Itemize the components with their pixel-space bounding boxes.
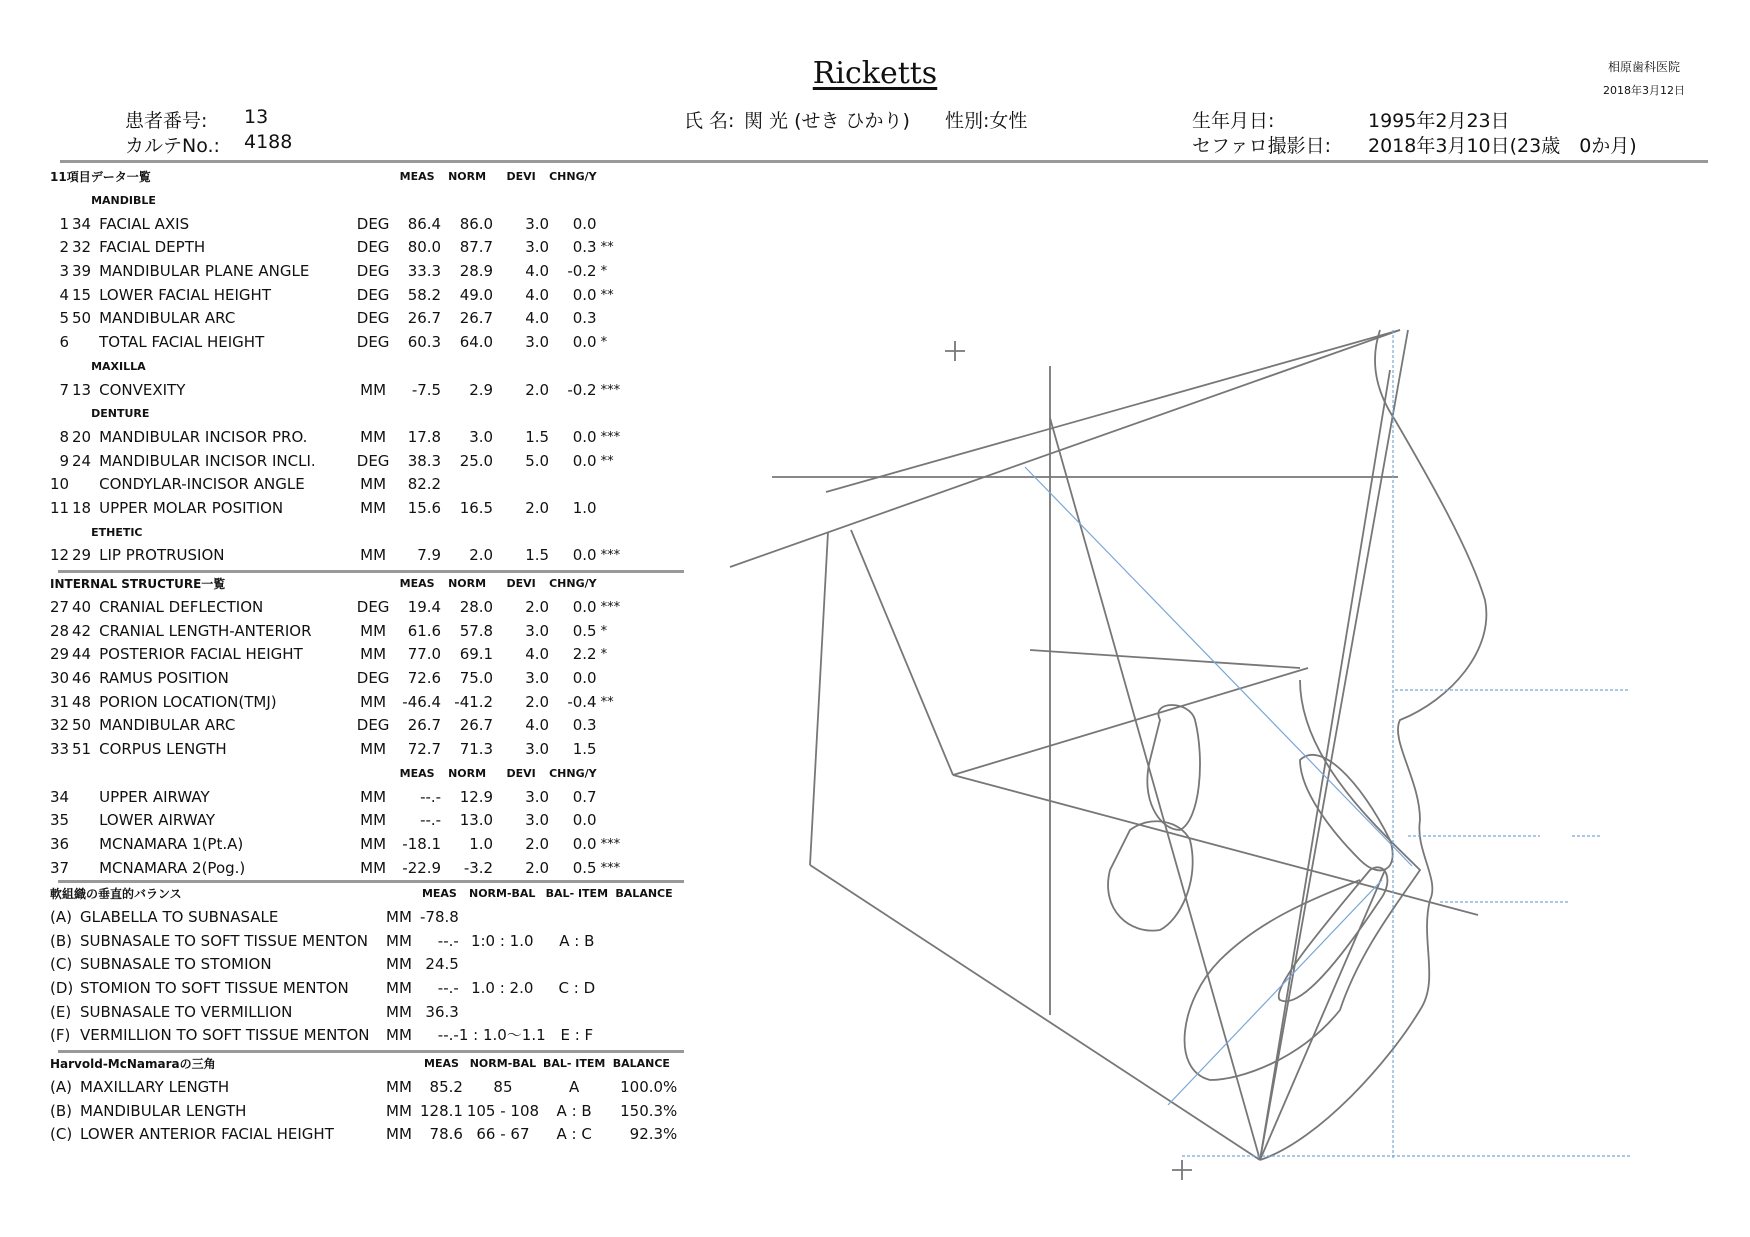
item-tag: (A) [50,1078,72,1097]
incisor-line [1260,870,1385,1160]
norm-value: 75.0 [459,669,494,688]
meas-value: 60.3 [407,333,442,352]
meas-value: 36.3 [425,1002,459,1021]
lower-incisor-outline [1279,867,1388,1001]
significance-stars: * [600,264,608,280]
significance-stars: ** [600,453,614,469]
print-date: 2018年3月12日 [1603,84,1685,97]
norm-value: 2.0 [469,546,494,565]
item-number: 28 [50,621,70,640]
deviation-value: 2.0 [525,858,550,877]
item-code: 18 [72,498,92,517]
balance-value: 150.3% [620,1101,678,1120]
patient-name: 関 光 (せき ひかり) [744,110,910,132]
item-name: MAXILLARY LENGTH [80,1078,230,1097]
deviation-value: 4.0 [525,262,550,281]
deviation-value: 1.5 [525,546,550,565]
item-unit: MM [360,546,387,565]
chart-no-label: カルテNo.: [125,135,220,157]
col-meas: MEAS [421,887,457,901]
meas-value: 80.0 [407,238,442,257]
item-name: CONDYLAR-INCISOR ANGLE [99,475,305,494]
change-per-year: 0.0 [572,333,597,352]
significance-stars: *** [600,860,621,876]
item-unit: DEG [356,716,390,735]
change-per-year: 0.0 [572,834,597,853]
item-tag: (D) [50,979,74,998]
item-number: 32 [50,716,70,735]
norm-value: 16.5 [459,498,494,517]
deviation-value: 2.0 [525,834,550,853]
significance-stars: *** [600,548,621,564]
col-meas: MEAS [399,170,435,184]
cranial-base-line [730,330,1400,567]
change-per-year: 0.3 [572,309,597,328]
item-name: MCNAMARA 1(Pt.A) [99,834,244,853]
item-code: 20 [72,427,92,446]
item-number: 5 [59,309,70,328]
clinic-name: 相原歯科医院 [1608,60,1681,74]
change-per-year: 0.0 [572,598,597,617]
item-unit: MM [386,955,412,974]
col-balance: BALANCE [615,887,673,901]
item-unit: DEG [356,214,390,233]
change-per-year: 0.0 [572,811,597,830]
meas-value: -78.8 [420,908,459,927]
ramus-line [810,532,828,865]
item-name: FACIAL AXIS [99,214,190,233]
subsection-label: ETHETIC [91,525,143,539]
change-per-year: 0.0 [572,427,597,446]
item-unit: MM [386,1002,412,1021]
meas-value: 7.9 [417,546,442,565]
deviation-value: 2.0 [525,380,550,399]
item-unit: MM [360,692,387,711]
item-unit: MM [360,475,387,494]
col-meas: MEAS [399,577,435,591]
change-per-year: -0.2 [567,262,597,281]
col-norm-bal: NORM-BAL [469,1057,537,1071]
item-code: 40 [72,598,92,617]
meas-value: --.- [420,811,442,830]
deviation-value: 2.0 [525,692,550,711]
item-unit: MM [360,645,387,664]
meas-value: 78.6 [429,1125,463,1144]
norm-value: 13.0 [459,811,494,830]
item-name: MANDIBULAR INCISOR INCLI. [99,451,316,470]
col-meas: MEAS [399,766,435,780]
item-code: 39 [72,262,92,281]
change-per-year: 0.0 [572,546,597,565]
change-per-year: 0.5 [572,621,597,640]
deviation-value: 4.0 [525,285,550,304]
item-name: GLABELLA TO SUBNASALE [80,908,279,927]
meas-value: 19.4 [407,598,442,617]
deviation-value: 3.0 [525,214,550,233]
norm-value: 1.0 [469,834,494,853]
item-number: 2 [59,238,70,257]
meas-value: --.- [420,787,442,806]
item-unit: DEG [356,309,390,328]
change-per-year: 0.3 [572,716,597,735]
balance-item: A : B [559,931,595,950]
item-number: 33 [50,740,70,759]
item-name: CORPUS LENGTH [99,740,227,759]
norm-value: 64.0 [459,333,494,352]
norm-value: 69.1 [459,645,494,664]
norm-value: -41.2 [454,692,494,711]
palatal-line [1030,650,1300,668]
deviation-value: 5.0 [525,451,550,470]
item-name: LOWER ANTERIOR FACIAL HEIGHT [80,1125,334,1144]
reference-line [826,330,1400,492]
item-number: 37 [50,858,70,877]
significance-stars: ** [600,694,614,710]
item-unit: MM [386,931,412,950]
meas-value: 128.1 [420,1101,463,1120]
item-name: LOWER AIRWAY [99,811,215,830]
norm-value: 86.0 [459,214,494,233]
norm-balance: 105 - 108 [466,1101,540,1120]
facial-axis-line [1260,330,1408,1160]
balance-value: 100.0% [620,1078,678,1097]
ramus-line [851,530,953,775]
norm-value: 26.7 [459,309,494,328]
col-chng: CHNG/Y [549,170,597,184]
deviation-value: 3.0 [525,811,550,830]
facial-line [1050,418,1260,1160]
item-number: 12 [50,546,70,565]
item-unit: MM [386,908,412,927]
deviation-value: 4.0 [525,645,550,664]
name-label: 氏 名: [684,110,735,132]
norm-balance: 1.0 : 2.0 [471,979,534,998]
change-per-year: -0.4 [567,692,597,711]
change-per-year: 1.0 [572,498,597,517]
item-tag: (E) [50,1002,72,1021]
meas-value: 26.7 [407,309,442,328]
item-code: 32 [72,238,92,257]
item-number: 36 [50,834,70,853]
section-title: INTERNAL STRUCTURE一覧 [50,576,226,591]
item-name: MANDIBULAR PLANE ANGLE [99,262,310,281]
col-norm: NORM [448,170,487,184]
subsection-label: MAXILLA [91,359,146,373]
deviation-value: 4.0 [525,716,550,735]
item-number: 1 [59,214,70,233]
item-unit: MM [360,787,387,806]
item-unit: MM [360,811,387,830]
item-number: 30 [50,669,70,688]
item-name: UPPER AIRWAY [99,787,210,806]
meas-value: 38.3 [407,451,442,470]
item-name: MANDIBULAR ARC [99,716,236,735]
item-name: LOWER FACIAL HEIGHT [99,285,272,304]
item-code: 42 [72,621,92,640]
balance-item: A : C [556,1125,592,1144]
item-number: 7 [59,380,70,399]
norm-balance: 1:0 : 1.0 [470,931,534,950]
item-unit: DEG [356,262,390,281]
chart-no: 4188 [244,131,293,153]
norm-balance: 1 : 1.0〜1.1 [458,1026,546,1045]
item-unit: MM [360,621,387,640]
sex-field: 性別:女性 [945,110,1028,132]
meas-value: 58.2 [407,285,442,304]
significance-stars: *** [600,836,621,852]
ceph-label: セファロ撮影日: [1192,135,1332,157]
item-name: CRANIAL LENGTH-ANTERIOR [99,621,312,640]
meas-value: 77.0 [407,645,442,664]
item-unit: MM [360,427,387,446]
item-unit: MM [360,740,387,759]
molar-tooth-outline [1147,705,1200,830]
item-unit: MM [360,858,387,877]
meas-value: --.- [437,931,459,950]
palatal-line [953,668,1308,775]
significance-stars: ** [600,287,614,303]
item-number: 11 [50,498,70,517]
item-name: MCNAMARA 2(Pog.) [99,858,246,877]
item-code: 15 [72,285,92,304]
item-code: 50 [72,716,92,735]
col-balance: BALANCE [612,1057,670,1071]
item-name: SUBNASALE TO STOMION [80,955,272,974]
norm-value: 26.7 [459,716,494,735]
item-number: 6 [59,333,70,352]
occlusal-line [953,775,1478,915]
item-code: 44 [72,645,92,664]
item-number: 34 [50,787,70,806]
n-pog-line [1025,467,1412,866]
deviation-value: 1.5 [525,427,550,446]
item-tag: (B) [50,1101,72,1120]
meas-value: 82.2 [407,475,442,494]
norm-value: 12.9 [459,787,494,806]
meas-value: 26.7 [407,716,442,735]
col-bal-item: BAL- ITEM [545,887,609,901]
deviation-value: 3.0 [525,787,550,806]
meas-value: -18.1 [402,834,442,853]
item-name: MANDIBULAR LENGTH [80,1101,247,1120]
item-name: MANDIBULAR ARC [99,309,236,328]
item-unit: DEG [356,598,390,617]
meas-value: 17.8 [407,427,442,446]
item-code: 46 [72,669,92,688]
item-unit: DEG [356,285,390,304]
item-number: 29 [50,645,70,664]
norm-value: 3.0 [469,427,494,446]
norm-balance: 66 - 67 [476,1125,530,1144]
significance-stars: * [600,623,608,639]
item-code: 13 [72,380,92,399]
meas-value: 72.7 [407,740,442,759]
meas-value: -7.5 [411,380,442,399]
change-per-year: 0.3 [572,238,597,257]
item-name: MANDIBULAR INCISOR PRO. [99,427,308,446]
item-name: TOTAL FACIAL HEIGHT [99,333,265,352]
deviation-value: 3.0 [525,669,550,688]
balance-item: A : B [556,1101,592,1120]
change-per-year: 0.7 [572,787,597,806]
patient-no-label: 患者番号: [125,110,208,132]
balance-item: A [569,1078,580,1097]
deviation-value: 4.0 [525,309,550,328]
mandibular-plane-line [810,865,1260,1160]
item-unit: DEG [356,238,390,257]
item-number: 4 [59,285,70,304]
change-per-year: 0.0 [572,285,597,304]
item-unit: MM [386,979,412,998]
item-unit: DEG [356,451,390,470]
change-per-year: 0.0 [572,214,597,233]
norm-value: 71.3 [459,740,494,759]
report-title: Ricketts [812,56,938,91]
deviation-value: 3.0 [525,740,550,759]
meas-value: -22.9 [402,858,442,877]
birth-label: 生年月日: [1192,110,1275,132]
balance-value: 92.3% [629,1125,678,1144]
norm-value: 2.9 [469,380,494,399]
meas-value: 15.6 [407,498,442,517]
norm-value: -3.2 [463,858,494,877]
col-bal-item: BAL- ITEM [542,1057,606,1071]
item-tag: (C) [50,955,73,974]
deviation-value: 3.0 [525,333,550,352]
item-unit: MM [386,1026,412,1045]
item-unit: MM [360,498,387,517]
section-title: 11項目データ一覧 [50,169,151,184]
section-title: 軟組織の垂直的バランス [50,886,182,901]
meas-value: 61.6 [407,621,442,640]
norm-value: 25.0 [459,451,494,470]
col-norm-bal: NORM-BAL [469,887,536,901]
subsection-label: DENTURE [91,407,150,421]
col-norm: NORM [448,766,487,780]
item-name: SUBNASALE TO VERMILLION [80,1002,293,1021]
deviation-value: 3.0 [525,621,550,640]
patient-no: 13 [244,106,269,128]
item-tag: (F) [50,1026,71,1045]
meas-value: --.- [437,1026,459,1045]
meas-value: -46.4 [402,692,442,711]
ceph-date: 2018年3月10日(23歳 0か月) [1368,135,1637,157]
change-per-year: 0.5 [572,858,597,877]
change-per-year: -0.2 [567,380,597,399]
item-number: 3 [59,262,70,281]
item-code: 48 [72,692,92,711]
item-tag: (C) [50,1125,73,1144]
item-name: CRANIAL DEFLECTION [99,598,264,617]
meas-value: 33.3 [407,262,442,281]
item-number: 9 [59,451,70,470]
item-code: 24 [72,451,92,470]
item-number: 31 [50,692,70,711]
significance-stars: *** [600,600,621,616]
meas-value: 86.4 [407,214,442,233]
item-name: POSTERIOR FACIAL HEIGHT [99,645,303,664]
item-code: 29 [72,546,92,565]
item-unit: DEG [356,333,390,352]
item-name: CONVEXITY [99,380,186,399]
item-name: LIP PROTRUSION [99,546,225,565]
deviation-value: 3.0 [525,238,550,257]
col-devi: DEVI [506,170,536,184]
birth-date: 1995年2月23日 [1368,110,1510,132]
significance-stars: *** [600,429,621,445]
item-name: VERMILLION TO SOFT TISSUE MENTON [80,1026,370,1045]
meas-value: --.- [437,979,459,998]
item-unit: MM [360,380,387,399]
significance-stars: ** [600,240,614,256]
change-per-year: 0.0 [572,451,597,470]
item-code: 50 [72,309,92,328]
balance-item: E : F [560,1026,594,1045]
norm-balance: 85 [493,1078,513,1097]
item-unit: MM [360,834,387,853]
item-unit: DEG [356,669,390,688]
meas-value: 24.5 [425,955,459,974]
norm-value: 57.8 [459,621,494,640]
item-tag: (A) [50,908,72,927]
col-devi: DEVI [506,577,536,591]
norm-value: 28.0 [459,598,494,617]
significance-stars: * [600,335,608,351]
norm-value: 49.0 [459,285,494,304]
significance-stars: * [600,647,608,663]
item-unit: MM [386,1101,412,1120]
meas-value: 85.2 [429,1078,463,1097]
item-name: SUBNASALE TO SOFT TISSUE MENTON [80,931,368,950]
item-name: UPPER MOLAR POSITION [99,498,284,517]
facial-axis-line [1260,370,1390,1160]
item-number: 10 [50,475,70,494]
deviation-value: 2.0 [525,598,550,617]
item-name: PORION LOCATION(TMJ) [99,692,277,711]
meas-value: 72.6 [407,669,442,688]
item-number: 35 [50,811,70,830]
item-unit: MM [386,1078,412,1097]
change-per-year: 1.5 [572,740,597,759]
item-number: 8 [59,427,70,446]
norm-value: 28.9 [459,262,494,281]
col-devi: DEVI [506,766,536,780]
subsection-label: MANDIBLE [91,194,156,208]
section-title: Harvold-McNamaraの三角 [50,1056,216,1071]
change-per-year: 2.2 [572,645,597,664]
item-name: STOMION TO SOFT TISSUE MENTON [80,979,349,998]
norm-value: 87.7 [459,238,494,257]
item-unit: MM [386,1125,412,1144]
item-code: 51 [72,740,92,759]
col-meas: MEAS [424,1057,459,1071]
balance-item: C : D [558,979,596,998]
col-norm: NORM [448,577,487,591]
col-chng: CHNG/Y [549,577,597,591]
change-per-year: 0.0 [572,669,597,688]
item-tag: (B) [50,931,72,950]
item-name: RAMUS POSITION [99,669,229,688]
col-chng: CHNG/Y [549,766,597,780]
item-name: FACIAL DEPTH [99,238,206,257]
item-number: 27 [50,598,70,617]
deviation-value: 2.0 [525,498,550,517]
item-code: 34 [72,214,92,233]
significance-stars: *** [600,382,621,398]
